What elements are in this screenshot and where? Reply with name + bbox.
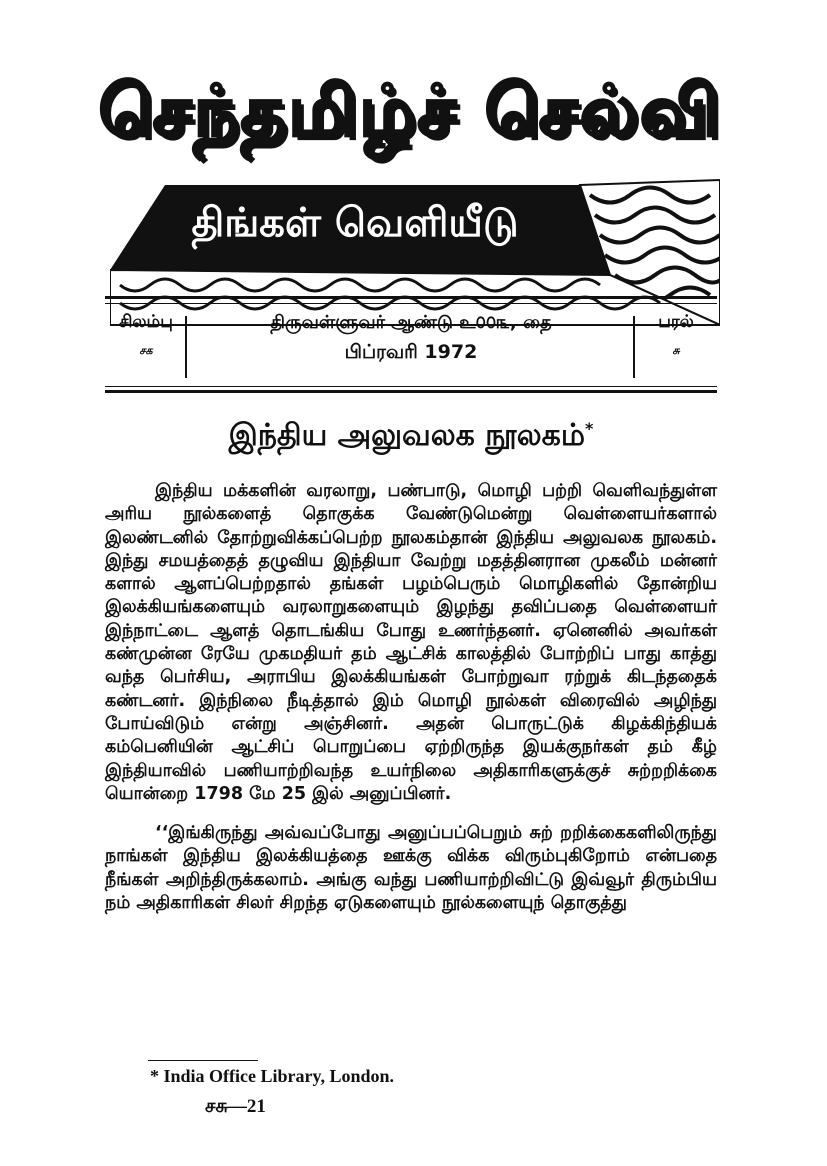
page-number: சசு—21 xyxy=(205,1096,266,1117)
divider-right xyxy=(633,316,635,378)
footnote: * India Office Library, London. xyxy=(150,1066,395,1086)
article-title-text: இந்திய அலுவலக நூலகம் xyxy=(228,418,586,453)
top-rule-thin xyxy=(105,303,717,304)
issue-label: பரல் xyxy=(658,312,694,332)
volume-label: சிலம்பு xyxy=(119,312,173,332)
footnote-rule xyxy=(148,1060,258,1061)
article-body xyxy=(105,480,717,915)
paragraph: இந்திய மக்களின் வரலாறு, பண்பாடு, மொழி பற்றி வெளிவந்துள்ள அரிய நூல்களைத் தொகுக்க வேண்டுமென்று வெள்ளையர்களால் இலண்டனில் தோற்றுவிக்கப்பெற்ற நூலகம்தான் இந்திய அலுவலக நூலகம். இந்து சமயத்தைத் தழுவிய இந்தியா வேற்று மதத்தினரான முகலீம் மன்னர் களால் ஆளப்பெற்றதால் தங்கள் பழம்பெரும் மொழிகளில் தோன்றிய இலக்கியங்களையும் வரலாறுகளையும் இழந்து தவிப்பதை வெள்ளையர் இந்நாட்டை ஆளத் தொடங்கிய போது உணர்ந்தனர். ஏனெனில் அவர்கள் கண்முன்ன ரேயே முகமதியர் தம் ஆட்சிக் காலத்தில் போற்றிப் பாது காத்து வந்த பெர்சிய, அராபிய இலக்கியங்கள் போற்றுவா ரற்றுக் கிடந்ததைக் கண்டனர். இந்நிலை நீடித்தால் இம் மொழி நூல்கள் விரைவில் அழிந்து போய்விடும் என்று அஞ்சினர். அதன் பொருட்டுக் கிழக்கிந்தியக் கம்பெனியின் ஆட்சிப் பொறுப்பை ஏற்றிருந்த இயக்குநர்கள் தம் கீழ் இந்தியாவில் பணியாற்றிவந்த உயர்நிலை அதிகாரிகளுக்குச் சுற்றறிக்கை யொன்றை 1798 மே 25 இல் அனுப்பினர். xyxy=(105,481,717,804)
bottom-rule-thick xyxy=(105,390,717,393)
banner-subtitle: திங்கள் வெளியீடு xyxy=(191,199,519,246)
issue-block xyxy=(640,312,712,359)
bottom-rule-thin xyxy=(105,386,717,387)
issue-year-month: திருவள்ளுவர் ஆண்டு உ௦௦௩, தை xyxy=(270,312,552,333)
article-title xyxy=(105,418,717,457)
masthead xyxy=(100,55,720,280)
title-footnote-mark: * xyxy=(585,419,594,438)
top-rule-thick xyxy=(105,296,717,299)
volume-block xyxy=(110,312,182,359)
issue-date xyxy=(190,312,632,366)
issue-gregorian-date: பிப்ரவரி 1972 xyxy=(344,341,478,363)
volume-number: சக xyxy=(139,344,153,357)
paragraph: ‘‘இங்கிருந்து அவ்வப்போது அனுப்பப்பெறும் சுற் றறிக்கைகளிலிருந்து நாங்கள் இந்திய இலக்கியத்தை ஊக்கு விக்க விரும்புகிறோம் என்பதை நீங்கள் அறிந்திருக்கலாம். அங்கு வந்து பணியாற்றிவிட்டு இவ்வூர் திரும்பிய நம் அதிகாரிகள் சிலர் சிறந்த ஏடுகளையும் நூல்களையுந் தொகுத்து xyxy=(105,823,717,914)
issue-number: சு xyxy=(672,344,680,357)
issue-info xyxy=(105,312,717,384)
magazine-title: செந்தமிழ்ச் செல்வி xyxy=(98,69,722,152)
divider-left xyxy=(185,316,187,378)
